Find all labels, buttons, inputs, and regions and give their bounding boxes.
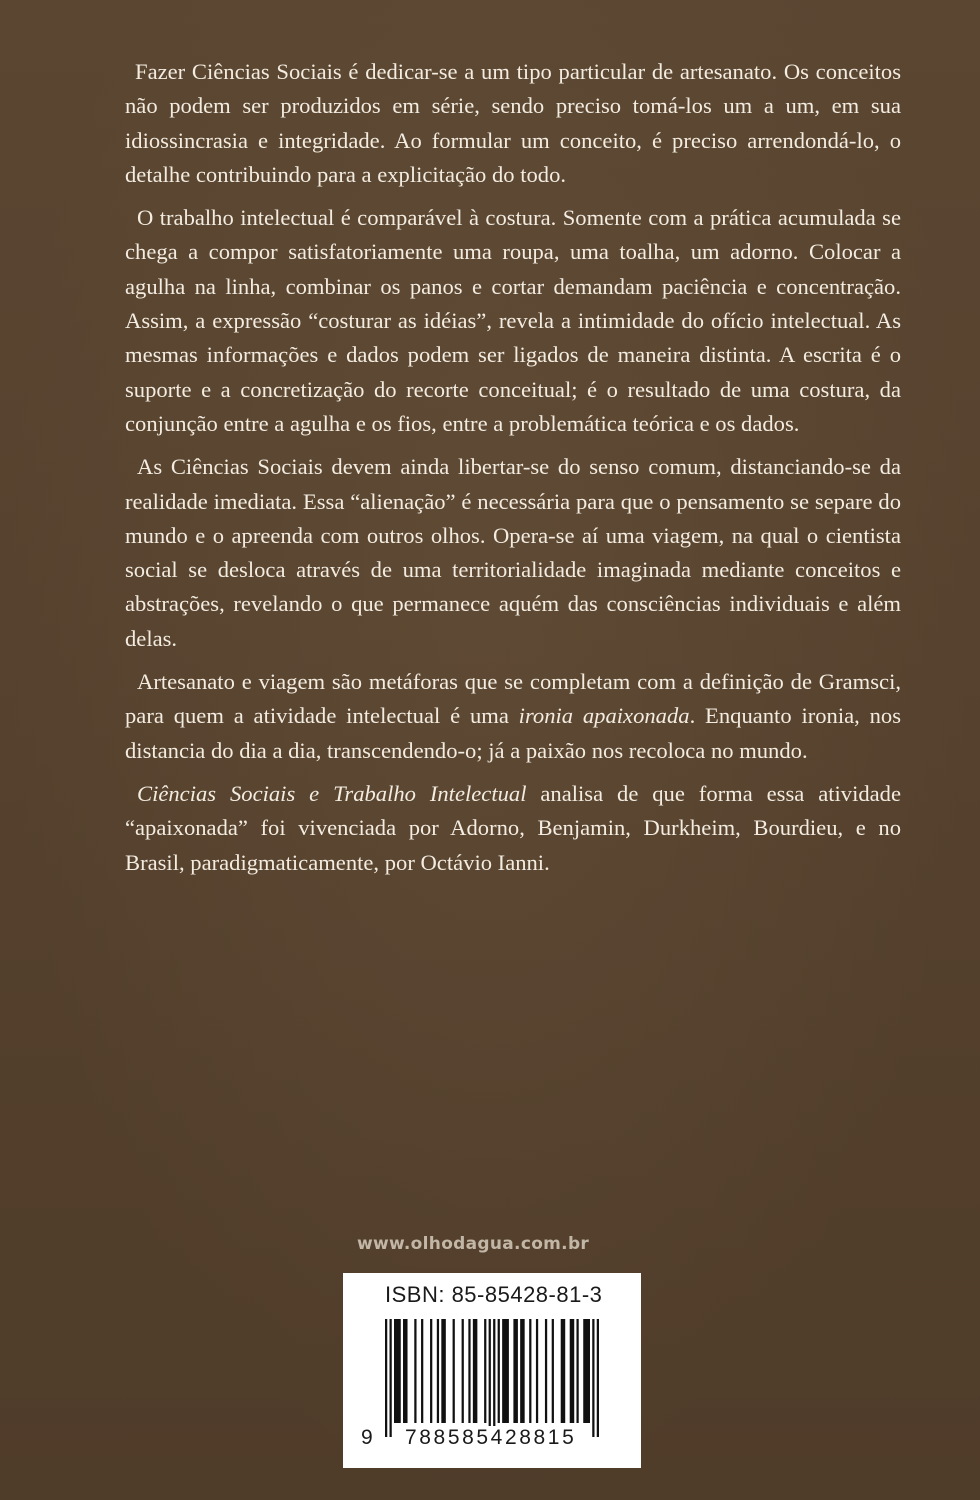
barcode-bar <box>437 1319 439 1423</box>
barcode-bar <box>430 1319 432 1423</box>
book-title-italic: Ciências Sociais e Trabalho Intelectual <box>137 780 527 806</box>
barcode-bar <box>513 1319 518 1423</box>
blurb-p5-text: analisa de que forma essa atividade “apaixonada” foi vivenciada por Adorno, Benjamin, Durkheim, Bourdieu, e no Brasil, paradigmaticamente, por Octávio Ianni. <box>125 780 902 875</box>
barcode-bar <box>529 1319 531 1423</box>
blurb-paragraph-3: As Ciências Sociais devem ainda libertar-se do senso comum, distanciando-se da realidade imediata. Essa “alienação” é necessária para que o pensamento se separe do mundo e o apreenda com outros olhos. Opera-se aí uma viagem, na qual o cientista social se desloca através de uma territorialidade imaginada mediante conceitos e abstrações, revelando o que permanece aquém das consciências individuais e além delas. <box>125 454 901 651</box>
blurb-paragraph-4 <box>125 665 901 768</box>
barcode-bar <box>394 1319 401 1423</box>
barcode-digits: 788585428815 <box>405 1426 577 1449</box>
barcode-bar <box>545 1319 547 1423</box>
barcode-bar <box>441 1319 446 1423</box>
barcode-bar <box>583 1319 590 1423</box>
barcode-bar <box>385 1319 387 1437</box>
barcode-bar <box>570 1319 575 1423</box>
publisher-website: www.olhodagua.com.br <box>357 1234 590 1254</box>
barcode-bar <box>592 1319 594 1437</box>
barcode-bar <box>520 1319 525 1423</box>
barcode-bar <box>462 1319 464 1423</box>
barcode-bar <box>453 1319 455 1423</box>
barcode-bar <box>493 1319 495 1437</box>
barcode-bar <box>536 1319 538 1423</box>
barcode-bar <box>468 1319 470 1423</box>
barcode-bar <box>561 1319 566 1423</box>
barcode-bar <box>489 1319 491 1437</box>
barcode-bar <box>498 1319 500 1423</box>
blurb-p4-text-b: . Enquanto ironia, nos distancia do dia a dia, transcendendo-o; já a paixão nos recoloca no mundo. <box>125 703 902 763</box>
barcode-label <box>343 1273 641 1468</box>
blurb-paragraph-2: O trabalho intelectual é comparável à costura. Somente com a prática acumulada se chega a compor satisfatoriamente uma roupa, uma toalha, um adorno. Colocar a agulha na linha, combinar os panos e cortar demandam paciência e concentração. Assim, a expressão “costurar as idéias”, revela a intimidade do ofício intelectual. As mesmas informações e dados podem ser ligados de maneira distinta. A escrita é o suporte e a concretização do recorte conceitual; é o resultado de uma costura, da conjunção entre a agulha e os fios, entre a problemática teórica e os dados. <box>125 205 901 436</box>
barcode-bar <box>576 1319 578 1423</box>
blurb-p4-italic: ironia apaixonada <box>518 703 690 729</box>
barcode-bar <box>473 1319 478 1423</box>
barcode-bars <box>385 1319 599 1437</box>
barcode-bar <box>502 1319 509 1423</box>
barcode-bar <box>552 1319 554 1423</box>
blurb-paragraph-1: Fazer Ciências Sociais é dedicar-se a um tipo particular de artesanato. Os conceitos não podem ser produzidos em série, sendo preciso tomá-los um a um, em sua idiossincrasia e integridade. Ao formular um conceito, é preciso arrendondá-lo, o detalhe contribuindo para a explicitação do todo. <box>125 59 901 187</box>
blurb-paragraph-5 <box>125 777 901 880</box>
barcode-bar <box>390 1319 392 1437</box>
barcode-bar <box>597 1319 599 1437</box>
barcode-bar <box>403 1319 408 1423</box>
barcode-bar <box>484 1319 486 1423</box>
blurb-text <box>125 55 901 889</box>
blurb-p4-text-a: Artesanato e viagem são metáforas que se completam com a definição de Gramsci, para quem a atividade intelectual é uma <box>125 669 901 729</box>
barcode-first-digit: 9 <box>361 1426 373 1449</box>
isbn-number: ISBN: 85-85428-81-3 <box>385 1282 603 1307</box>
barcode-bar <box>421 1319 423 1423</box>
barcode-bar <box>414 1319 416 1423</box>
